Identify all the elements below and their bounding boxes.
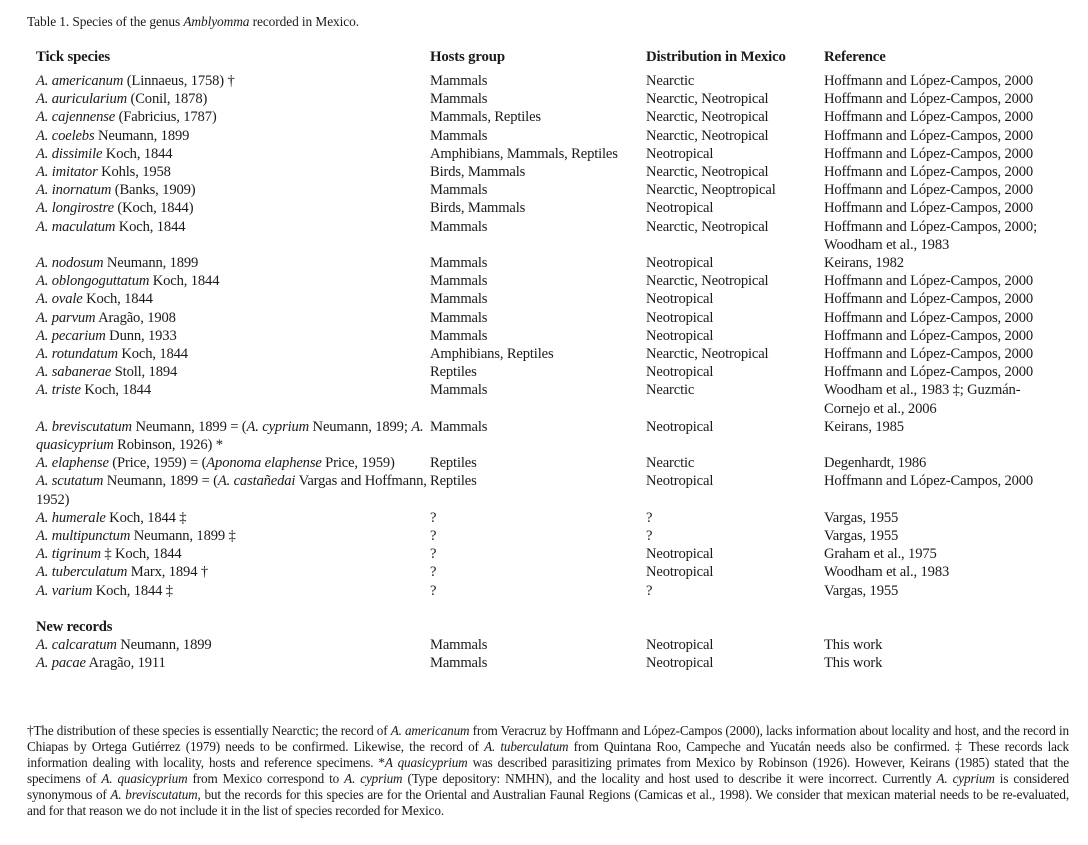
cell-hosts-group: Mammals <box>430 273 488 290</box>
cell-distribution: Nearctic, Neotropical <box>646 273 769 290</box>
cell-hosts-group: Mammals <box>430 309 488 326</box>
table-row <box>29 563 1064 581</box>
cell-tick-species <box>29 509 430 527</box>
species-name-italic: A. multipunctum <box>36 528 131 545</box>
cell-distribution: Nearctic <box>646 73 695 89</box>
footnote-text: is considered synonymous of <box>27 771 1069 803</box>
cell-distribution: Nearctic, Neotropical <box>646 127 769 144</box>
footnote-text: , but the records for this species are for the Oriental and Australian Faunal Regions (Camicas et al., 1998). We consider that mexican material needs to be re-evaluated, and for that reason we do not include it in the list of species recorded for Mexico. <box>27 787 1069 819</box>
section-heading-row <box>29 618 1064 636</box>
species-name-italic: A. pecarium <box>36 327 106 344</box>
cell-tick-species <box>29 218 430 254</box>
footnote-text: from Veracruz by Hoffmann and López-Campos (2000), lacks information about locality and host, and the record in Chiapas by Ortega Gutiérrez (1979) needs to be confirmed. Likewise, the record of <box>27 723 1069 755</box>
cell-distribution: Nearctic, Neotropical <box>646 91 769 108</box>
cell-tick-species <box>29 309 430 327</box>
species-authority: (Conil, 1878) <box>127 91 208 108</box>
caption-prefix: Table 1. Species of the genus <box>27 14 184 29</box>
cell-hosts-group: Mammals <box>430 637 488 654</box>
species-authority: Vargas and Hoffmann, 1952) <box>36 473 427 508</box>
species-name-italic: A. nodosum <box>36 255 104 272</box>
species-name-italic: A. varium <box>36 582 93 599</box>
cell-distribution: Nearctic, Neotropical <box>646 346 769 363</box>
table-row <box>29 199 1064 217</box>
header-tick-species: Tick species <box>36 49 110 65</box>
table-row <box>29 72 1064 90</box>
species-authority: Marx, 1894 † <box>127 564 208 581</box>
cell-reference: This work <box>824 637 883 654</box>
species-name-italic: A. oblongoguttatum <box>36 273 150 290</box>
species-name-italic: A. quasicyprium <box>36 418 424 454</box>
species-authority: Koch, 1844 ‡ <box>92 582 173 599</box>
cell-hosts-group: Birds, Mammals <box>430 200 526 217</box>
species-name-italic: A. breviscutatum <box>36 418 132 435</box>
cell-reference: Hoffmann and López-Campos, 2000 <box>824 327 1034 344</box>
cell-distribution: Nearctic <box>646 382 695 399</box>
cell-hosts-group: Mammals <box>430 218 488 235</box>
cell-reference: Hoffmann and López-Campos, 2000 <box>824 473 1034 490</box>
species-name-italic: A. castañedai <box>217 473 296 490</box>
species-authority: Dunn, 1933 <box>105 327 177 344</box>
cell-tick-species <box>29 636 430 654</box>
table-row <box>29 145 1064 163</box>
cell-tick-species <box>29 418 430 454</box>
cell-distribution: Neotropical <box>646 145 714 162</box>
species-name-italic: A. calcaratum <box>36 637 117 654</box>
species-authority: Koch, 1844 <box>102 145 173 162</box>
footnote-italic-term: A. americanum <box>390 723 470 738</box>
footnote-italic-term: A quasicyprium <box>384 755 468 771</box>
species-name-italic: A. coelebs <box>36 127 95 144</box>
cell-tick-species <box>29 327 430 345</box>
cell-tick-species <box>29 272 430 290</box>
cell-hosts-group: Reptiles <box>430 473 477 490</box>
cell-reference: Hoffmann and López-Campos, 2000 <box>824 346 1034 363</box>
cell-distribution: Neotropical <box>646 327 714 344</box>
spacer-cell <box>29 600 1064 618</box>
species-authority: (Price, 1959) = ( <box>108 455 207 472</box>
cell-hosts-group: Mammals <box>430 327 488 344</box>
cell-distribution: Neotropical <box>646 473 714 490</box>
species-name-italic: A. cajennense <box>36 109 116 126</box>
cell-distribution: Nearctic, Neotropical <box>646 109 769 126</box>
table-row <box>29 309 1064 327</box>
cell-hosts-group: Mammals, Reptiles <box>430 109 541 126</box>
cell-reference: Hoffmann and López-Campos, 2000 <box>824 145 1034 162</box>
species-name-italic: A. imitator <box>36 164 98 181</box>
cell-hosts-group: Mammals <box>430 127 488 144</box>
cell-reference: Hoffmann and López-Campos, 2000 <box>824 73 1034 89</box>
caption-suffix: recorded in Mexico. <box>249 14 359 29</box>
table-row <box>29 108 1064 126</box>
cell-reference: Hoffmann and López-Campos, 2000 <box>824 291 1034 308</box>
footnote-text: from Mexico correspond to <box>187 771 345 787</box>
species-name-italic: A. tuberculatum <box>36 564 128 581</box>
species-name-italic: A. inornatum <box>36 182 112 199</box>
cell-hosts-group: Mammals <box>430 418 488 435</box>
cell-hosts-group: Amphibians, Mammals, Reptiles <box>430 145 618 162</box>
species-authority: Koch, 1844 <box>82 291 153 308</box>
table-row <box>29 582 1064 600</box>
table-row <box>29 254 1064 272</box>
cell-reference: Hoffmann and López-Campos, 2000 <box>824 182 1034 199</box>
species-authority: (Fabricius, 1787) <box>115 109 217 126</box>
cell-reference: Degenhardt, 1986 <box>824 455 927 472</box>
table-row <box>29 381 1064 417</box>
cell-reference: Woodham et al., 1983 <box>824 564 950 581</box>
cell-hosts-group: ? <box>430 509 437 526</box>
species-name-italic: A. auricularium <box>36 91 127 108</box>
cell-hosts-group: Mammals <box>430 655 488 672</box>
species-authority: Koch, 1844 <box>149 273 220 290</box>
table-caption <box>27 14 359 30</box>
species-authority: Neumann, 1899 = ( <box>131 418 247 435</box>
cell-reference: Hoffmann and López-Campos, 2000 <box>824 109 1034 126</box>
table-footnote <box>27 723 1069 820</box>
cell-distribution: Neotropical <box>646 364 714 381</box>
table-row <box>29 272 1064 290</box>
table-row <box>29 181 1064 199</box>
cell-hosts-group: Reptiles <box>430 455 477 472</box>
cell-reference: Hoffmann and López-Campos, 2000 <box>824 91 1034 108</box>
species-authority: Koch, 1844 <box>115 218 186 235</box>
footnote-text: (Type depository: NMHN), and the locality and host used to describe it were incorrect. Currently <box>402 771 937 787</box>
table-row <box>29 327 1064 345</box>
cell-distribution: Nearctic, Neoptropical <box>646 182 776 199</box>
species-authority: Aragão, 1908 <box>95 309 176 326</box>
cell-tick-species <box>29 199 430 217</box>
species-name-italic: A. maculatum <box>36 218 116 235</box>
table-header-row <box>29 48 1064 72</box>
species-authority: Robinson, 1926) * <box>113 437 223 454</box>
cell-hosts-group: Amphibians, Reptiles <box>430 346 554 363</box>
species-authority: Neumann, 1899 <box>116 637 212 654</box>
species-authority: Aragão, 1911 <box>85 655 166 672</box>
species-authority: Koch, 1844 <box>80 382 151 399</box>
table-row <box>29 163 1064 181</box>
cell-tick-species <box>29 72 430 90</box>
table-row <box>29 636 1064 654</box>
cell-hosts-group: Reptiles <box>430 364 477 381</box>
species-authority: Stoll, 1894 <box>111 364 178 381</box>
species-name-italic: Aponoma elaphense <box>206 455 322 472</box>
footnote-text: †The distribution of these species is essentially Nearctic; the record of <box>27 723 391 738</box>
cell-reference: Vargas, 1955 <box>824 582 899 599</box>
cell-tick-species <box>29 181 430 199</box>
cell-hosts-group: Mammals <box>430 255 488 272</box>
footnote-italic-term: A. cyprium <box>344 771 403 787</box>
cell-distribution: Nearctic, Neotropical <box>646 164 769 181</box>
cell-tick-species <box>29 90 430 108</box>
table-row <box>29 654 1064 672</box>
cell-distribution: Neotropical <box>646 546 714 563</box>
table-row <box>29 454 1064 472</box>
cell-distribution: Nearctic, Neotropical <box>646 218 769 235</box>
cell-hosts-group: ? <box>430 564 437 581</box>
footnote-text: from Quintana Roo, Campeche and Yucatán needs also be confirmed. ‡ These records lack information dealing with locality, hosts and reference specimens. * <box>27 739 1069 771</box>
species-name-italic: A. cyprium <box>246 418 310 435</box>
cell-hosts-group: ? <box>430 546 437 563</box>
cell-distribution: Neotropical <box>646 655 714 672</box>
species-authority: Koch, 1844 <box>117 346 188 363</box>
cell-reference: This work <box>824 655 883 672</box>
cell-reference: Woodham et al., 1983 ‡; Guzmán-Cornejo et al., 2006 <box>824 382 1021 417</box>
species-name-italic: A. parvum <box>36 309 96 326</box>
cell-tick-species <box>29 163 430 181</box>
cell-reference: Keirans, 1982 <box>824 255 904 272</box>
species-authority: Neumann, 1899 ‡ <box>130 528 236 545</box>
cell-tick-species <box>29 381 430 417</box>
cell-distribution: ? <box>646 528 653 545</box>
cell-tick-species <box>29 345 430 363</box>
cell-tick-species <box>29 254 430 272</box>
cell-tick-species <box>29 545 430 563</box>
species-name-italic: A. pacae <box>36 655 86 672</box>
cell-distribution: Neotropical <box>646 255 714 272</box>
footnote-italic-term: A. cyprium <box>936 771 995 787</box>
table-row <box>29 527 1064 545</box>
cell-hosts-group: Mammals <box>430 91 488 108</box>
species-name-italic: A. elaphense <box>36 455 109 472</box>
species-name-italic: A. triste <box>36 382 81 399</box>
species-name-italic: A. americanum <box>36 73 124 89</box>
header-hosts-group: Hosts group <box>430 49 505 65</box>
cell-tick-species <box>29 654 430 672</box>
species-authority: (Koch, 1844) <box>113 200 194 217</box>
cell-reference: Hoffmann and López-Campos, 2000 <box>824 164 1034 181</box>
cell-tick-species <box>29 563 430 581</box>
species-name-italic: A. dissimile <box>36 145 103 162</box>
cell-hosts-group: Mammals <box>430 182 488 199</box>
cell-distribution: ? <box>646 509 653 526</box>
species-authority: Kohls, 1958 <box>97 164 171 181</box>
cell-tick-species <box>29 363 430 381</box>
cell-tick-species <box>29 145 430 163</box>
cell-reference: Vargas, 1955 <box>824 509 899 526</box>
cell-hosts-group: Mammals <box>430 291 488 308</box>
caption-genus: Amblyomma <box>183 14 250 29</box>
cell-hosts-group: Birds, Mammals <box>430 164 526 181</box>
cell-reference: Hoffmann and López-Campos, 2000 <box>824 273 1034 290</box>
cell-hosts-group: Mammals <box>430 382 488 399</box>
table-row <box>29 90 1064 108</box>
species-authority: Koch, 1844 ‡ <box>105 509 187 526</box>
cell-reference: Hoffmann and López-Campos, 2000 <box>824 200 1034 217</box>
species-name-italic: A. rotundatum <box>36 346 118 363</box>
cell-tick-species <box>29 472 430 508</box>
species-name-italic: A. tigrinum <box>36 546 101 563</box>
table-row <box>29 363 1064 381</box>
cell-reference: Keirans, 1985 <box>824 418 904 435</box>
cell-reference: Vargas, 1955 <box>824 528 899 545</box>
cell-hosts-group: ? <box>430 528 437 545</box>
cell-tick-species <box>29 127 430 145</box>
cell-tick-species <box>29 108 430 126</box>
table-row <box>29 509 1064 527</box>
spacer-row <box>29 600 1064 618</box>
cell-tick-species <box>29 290 430 308</box>
species-authority: Price, 1959) <box>321 455 395 472</box>
species-authority: (Linnaeus, 1758) † <box>123 73 235 89</box>
species-rows <box>29 72 1064 673</box>
species-name-italic: A. humerale <box>36 509 106 526</box>
header-reference: Reference <box>824 49 886 65</box>
table-row <box>29 545 1064 563</box>
table-row <box>29 290 1064 308</box>
cell-distribution: Neotropical <box>646 637 714 654</box>
cell-distribution: Nearctic <box>646 455 695 472</box>
species-authority: Neumann, 1899 <box>103 255 199 272</box>
species-authority: Neumann, 1899; <box>309 418 412 435</box>
cell-hosts-group: ? <box>430 582 437 599</box>
footnote-text: was described parasitizing primates from Mexico by Robinson (1926). However, Keirans (1985) stated that the specimens of <box>27 755 1069 787</box>
species-name-italic: A. ovale <box>36 291 83 308</box>
species-name-italic: A. longirostre <box>36 200 114 217</box>
cell-distribution: Neotropical <box>646 309 714 326</box>
cell-reference: Graham et al., 1975 <box>824 546 937 563</box>
cell-tick-species <box>29 527 430 545</box>
species-authority: ‡ Koch, 1844 <box>100 546 182 563</box>
footnote-italic-term: A. quasicyprium <box>101 771 188 787</box>
cell-distribution: Neotropical <box>646 291 714 308</box>
table-row <box>29 345 1064 363</box>
cell-reference: Hoffmann and López-Campos, 2000 <box>824 364 1034 381</box>
section-heading-new-records: New records <box>36 618 113 635</box>
table-row <box>29 472 1064 508</box>
cell-tick-species <box>29 454 430 472</box>
cell-distribution: Neotropical <box>646 418 714 435</box>
cell-distribution: Neotropical <box>646 200 714 217</box>
species-authority: (Banks, 1909) <box>111 182 196 199</box>
cell-distribution: ? <box>646 582 653 599</box>
cell-reference: Hoffmann and López-Campos, 2000; Woodham et al., 1983 <box>824 218 1037 253</box>
table-row <box>29 218 1064 254</box>
species-name-italic: A. sabanerae <box>36 364 112 381</box>
header-distribution: Distribution in Mexico <box>646 49 786 65</box>
species-name-italic: A. scutatum <box>36 473 104 490</box>
footnote-italic-term: A. breviscutatum <box>110 787 198 803</box>
cell-hosts-group: Mammals <box>430 73 488 89</box>
species-authority: Neumann, 1899 = ( <box>103 473 218 490</box>
cell-reference: Hoffmann and López-Campos, 2000 <box>824 309 1034 326</box>
footnote-italic-term: A. tuberculatum <box>484 739 569 755</box>
table-row <box>29 127 1064 145</box>
cell-distribution: Neotropical <box>646 564 714 581</box>
species-authority: Neumann, 1899 <box>94 127 190 144</box>
cell-tick-species <box>29 582 430 600</box>
species-table <box>29 48 1064 673</box>
cell-reference: Hoffmann and López-Campos, 2000 <box>824 127 1034 144</box>
table-row <box>29 418 1064 454</box>
